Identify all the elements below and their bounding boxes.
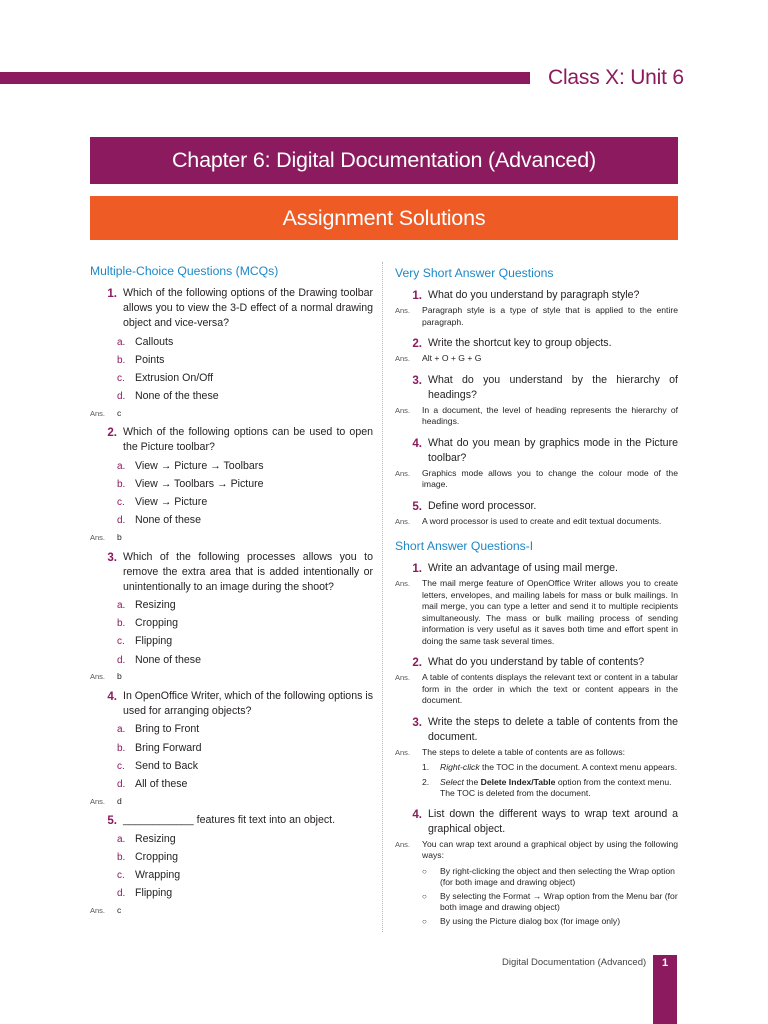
question-number: 2.	[412, 337, 422, 350]
option-text: None of the these	[135, 390, 219, 403]
mcq-question	[90, 286, 373, 331]
answer-label: Ans.	[90, 408, 106, 418]
option-item	[117, 475, 373, 493]
option-letter: d.	[117, 654, 126, 666]
answer	[90, 671, 373, 683]
sa-heading: Short Answer Questions-I	[395, 539, 534, 553]
question-number: 1.	[107, 287, 117, 300]
answer-text: A word processor is used to create and edit textual documents.	[422, 515, 662, 526]
page-number: 1	[661, 957, 669, 969]
vsa-question	[395, 336, 678, 351]
step-text: option from the context menu.	[555, 776, 672, 787]
answer-label: Ans.	[90, 905, 106, 915]
bullet-item	[422, 916, 678, 928]
question-text: ____________ features fit text into an object.	[123, 814, 336, 826]
answer-text: d	[117, 795, 122, 806]
bullet-text: By right-clicking the object and then selecting the Wrap option (for both image and drawing object)	[440, 865, 675, 887]
sa-question	[395, 655, 678, 670]
answer	[90, 532, 373, 544]
answer-label: Ans.	[395, 673, 411, 682]
answer	[395, 516, 678, 528]
question-number: 4.	[107, 689, 117, 703]
answer-text: You can wrap text around a graphical object by using the following ways:	[422, 838, 678, 860]
option-item	[117, 615, 373, 633]
option-list	[90, 457, 373, 530]
answer-label: Ans.	[395, 747, 411, 757]
question-number: 2.	[412, 656, 422, 669]
step-emphasis: Select	[440, 776, 464, 787]
answer	[395, 839, 678, 862]
option-item	[117, 333, 373, 351]
option-item	[117, 633, 373, 651]
option-item	[117, 866, 373, 884]
option-letter: c.	[117, 372, 125, 384]
section-banner: Assignment Solutions	[90, 196, 678, 240]
unit-label: Class X: Unit 6	[548, 66, 684, 89]
option-letter: b.	[117, 742, 126, 754]
step-text: The TOC is deleted from the document.	[440, 788, 591, 798]
step-text: the	[463, 776, 481, 787]
option-item	[117, 369, 373, 387]
answer-label: Ans.	[395, 579, 411, 588]
option-item	[117, 512, 373, 530]
option-letter: d.	[117, 778, 126, 790]
option-list	[90, 333, 373, 406]
answer	[395, 468, 678, 491]
option-item	[117, 651, 373, 669]
answer-text: b	[117, 532, 122, 542]
option-item	[117, 721, 373, 739]
option-letter: d.	[117, 888, 126, 900]
vsa-question	[395, 288, 678, 303]
option-letter: d.	[117, 515, 126, 527]
question-text: What do you understand by table of contents?	[428, 656, 645, 668]
option-item	[117, 494, 373, 512]
answer	[395, 405, 678, 428]
bullet-circle-icon: ○	[422, 891, 427, 901]
option-letter: c.	[117, 869, 125, 881]
option-letter: a.	[117, 336, 126, 348]
footer-title: Digital Documentation (Advanced)	[502, 957, 647, 968]
answer	[395, 578, 678, 647]
answer-text: b	[117, 671, 122, 682]
step-number: 1.	[422, 762, 430, 772]
option-letter: c.	[117, 636, 125, 648]
question-number: 4.	[412, 807, 422, 821]
option-item	[117, 351, 373, 369]
step-number: 2.	[422, 776, 430, 787]
bullet-item	[422, 891, 678, 914]
question-text: Which of the following options can be used to open the Picture toolbar?	[123, 426, 373, 454]
question-text: What do you understand by the hierarchy of headings?	[428, 373, 678, 401]
answer-label: Ans.	[395, 306, 411, 315]
option-letter: b.	[117, 354, 126, 366]
option-list	[90, 597, 373, 670]
question-number: 1.	[412, 289, 422, 302]
question-text: Define word processor.	[428, 499, 537, 512]
bullet-item	[422, 866, 678, 889]
option-text: Wrapping	[135, 868, 181, 881]
answer-label: Ans.	[395, 468, 411, 478]
step-bold: Delete Index/Table	[480, 776, 556, 787]
mcq-section	[90, 264, 373, 922]
question-number: 5.	[412, 499, 422, 513]
right-column	[395, 266, 678, 934]
answer-label: Ans.	[395, 516, 411, 526]
option-text: View → Picture → Toolbars	[135, 459, 264, 472]
answer	[395, 305, 678, 328]
option-text: Bring Forward	[135, 741, 202, 754]
answer	[90, 905, 373, 917]
option-text: Send to Back	[135, 759, 199, 772]
answer	[395, 747, 678, 759]
option-text: All of these	[135, 777, 188, 790]
answer	[395, 353, 678, 365]
option-text: Points	[135, 353, 165, 366]
option-list	[90, 830, 373, 903]
mcq-heading: Multiple-Choice Questions (MCQs)	[90, 264, 279, 278]
bullet-circle-icon: ○	[422, 916, 427, 926]
mcq-question	[90, 689, 373, 719]
mcq-question	[90, 425, 373, 455]
option-text: None of these	[135, 653, 201, 666]
option-letter: d.	[117, 391, 126, 403]
question-number: 4.	[412, 436, 422, 450]
option-letter: a.	[117, 833, 126, 845]
question-number: 3.	[107, 550, 117, 564]
header-rule	[0, 72, 530, 84]
option-item	[117, 597, 373, 615]
sa-question	[395, 561, 678, 576]
option-item	[117, 757, 373, 775]
option-list	[90, 721, 373, 794]
option-letter: b.	[117, 479, 126, 491]
mcq-question	[90, 813, 373, 828]
question-text: What do you mean by graphics mode in the Picture toolbar?	[428, 436, 678, 464]
question-number: 3.	[412, 373, 422, 387]
step-emphasis: Right-click	[440, 762, 480, 772]
answer-text: Alt + O + G + G	[422, 353, 482, 363]
step-item	[422, 777, 678, 800]
option-letter: b.	[117, 618, 126, 630]
question-number: 5.	[107, 814, 117, 827]
bullet-list	[395, 866, 678, 928]
column-divider	[382, 262, 383, 932]
mcq-question	[90, 550, 373, 595]
option-text: Cropping	[135, 617, 178, 630]
bullet-text: By selecting the Format → Wrap option from the Menu bar (for both image and drawing object)	[440, 890, 678, 912]
option-item	[117, 739, 373, 757]
question-text: Write the shortcut key to group objects.	[428, 337, 612, 349]
option-item	[117, 388, 373, 406]
option-text: View → Toolbars → Picture	[135, 478, 264, 491]
option-letter: a.	[117, 724, 126, 736]
answer-text: The mail merge feature of OpenOffice Writer allows you to create letters, envelopes, and mailing labels for mass or bulk mailings. In mail merge, you can type a letter and send it to multiple recipients simultaneously. The mass or bulk mailing process of sending information is very useful as it saves both time and effort spent in doing the same task several times.	[422, 578, 678, 646]
vsa-question	[395, 499, 678, 514]
answer-text: c	[117, 904, 122, 915]
step-text: the TOC in the document. A context menu appears.	[479, 762, 678, 772]
option-letter: c.	[117, 497, 125, 509]
answer-label: Ans.	[395, 405, 411, 415]
vsa-question	[395, 436, 678, 466]
vsa-question	[395, 373, 678, 403]
step-item	[422, 762, 678, 774]
option-text: Cropping	[135, 850, 178, 863]
vsa-heading: Very Short Answer Questions	[395, 266, 554, 280]
chapter-title: Chapter 6: Digital Documentation (Advanced)	[90, 137, 678, 184]
option-text: Resizing	[135, 599, 176, 612]
sa-question	[395, 715, 678, 745]
option-text: Flipping	[135, 635, 173, 648]
answer-text: In a document, the level of heading represents the hierarchy of headings.	[422, 404, 678, 426]
answer-label: Ans.	[90, 672, 106, 682]
answer-label: Ans.	[90, 533, 106, 542]
answer-label: Ans.	[395, 354, 411, 363]
answer	[395, 672, 678, 707]
answer-label: Ans.	[395, 839, 411, 849]
answer-text: The steps to delete a table of contents are as follows:	[422, 746, 626, 757]
question-text: Which of the following processes allows you to remove the extra area that is added intentionally or unintentionally to an image during the shoot?	[123, 550, 373, 593]
option-text: Resizing	[135, 832, 176, 845]
bullet-text: By using the Picture dialog box (for image only)	[440, 915, 621, 926]
option-text: Callouts	[135, 335, 174, 348]
question-text: In OpenOffice Writer, which of the following options is used for arranging objects?	[123, 689, 373, 717]
question-text: What do you understand by paragraph style?	[428, 289, 640, 301]
question-text: Write an advantage of using mail merge.	[428, 562, 619, 574]
option-item	[117, 775, 373, 793]
question-number: 3.	[412, 715, 422, 729]
answer-text: A table of contents displays the relevant text or content in a tabular form in the order in which the text or content appears in the document.	[422, 672, 678, 705]
option-item	[117, 885, 373, 903]
bullet-circle-icon: ○	[422, 866, 427, 876]
step-list	[395, 762, 678, 800]
option-text: Flipping	[135, 887, 173, 900]
question-text: List down the different ways to wrap text around a graphical object.	[428, 807, 678, 835]
answer-text: Graphics mode allows you to change the colour mode of the image.	[422, 467, 678, 489]
answer-text: Paragraph style is a type of style that is applied to the entire paragraph.	[422, 305, 678, 327]
question-number: 2.	[107, 426, 117, 440]
answer-text: c	[117, 407, 122, 418]
option-text: Extrusion On/Off	[135, 371, 214, 384]
sa-question	[395, 807, 678, 837]
answer-label: Ans.	[90, 796, 106, 806]
option-text: View → Picture	[135, 496, 208, 509]
question-number: 1.	[412, 562, 422, 575]
option-item	[117, 830, 373, 848]
answer	[90, 796, 373, 808]
question-text: Write the steps to delete a table of contents from the document.	[428, 715, 678, 743]
option-item	[117, 848, 373, 866]
answer	[90, 408, 373, 420]
question-text: Which of the following options of the Drawing toolbar allows you to view the 3-D effect of a normal drawing object and vice-versa?	[123, 287, 373, 329]
option-letter: b.	[117, 851, 126, 863]
option-letter: a.	[117, 600, 126, 612]
option-text: None of these	[135, 514, 201, 527]
option-letter: a.	[117, 460, 126, 472]
option-item	[117, 457, 373, 475]
option-text: Bring to Front	[135, 723, 200, 736]
option-letter: c.	[117, 760, 125, 772]
